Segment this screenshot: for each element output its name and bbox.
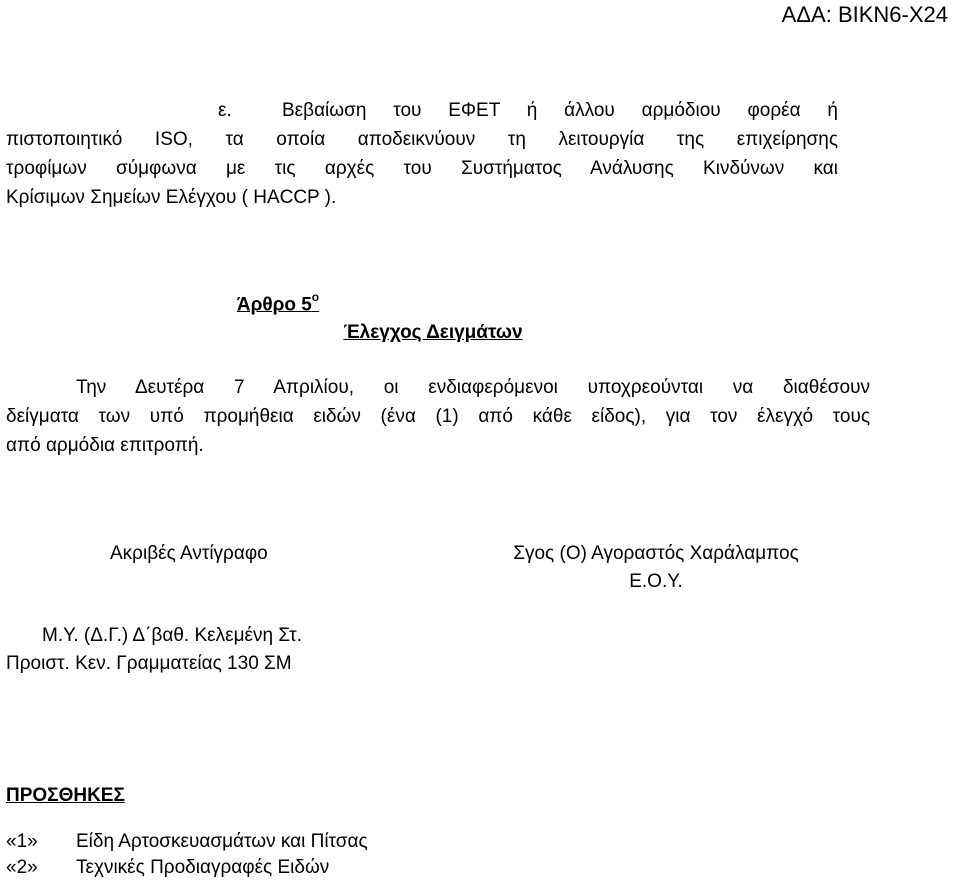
paragraph-e-line: τροφίμων σύμφωνα με τις αρχές του Συστήματος Ανάλυσης Κινδύνων και xyxy=(6,158,838,179)
signatory-name: Σγος (Ο) Αγοραστός Χαράλαμπος xyxy=(513,543,799,564)
paragraph-e-line-text: Βεβαίωση του ΕΦΕΤ ή άλλου αρμόδιου φορέα ή xyxy=(282,100,838,121)
article-subtitle: Έλεγχος Δειγμάτων xyxy=(343,322,523,343)
appendix-number: «1» xyxy=(6,831,38,852)
appendix-text: Είδη Αρτοσκευασμάτων και Πίτσας xyxy=(76,831,368,852)
appendix-text: Τεχνικές Προδιαγραφές Ειδών xyxy=(76,857,330,878)
signatory-unit: Ε.Ο.Υ. xyxy=(629,571,683,592)
article-body xyxy=(6,373,870,460)
official-role: Προιστ. Κεν. Γραμματείας 130 ΣΜ xyxy=(6,653,292,674)
article-body-line: Την Δευτέρα 7 Απριλίου, οι ενδιαφερόμενοι υποχρεούνται να διαθέσουν xyxy=(76,377,870,398)
appendices-title: ΠΡΟΣΘΗΚΕΣ xyxy=(6,785,125,806)
appendix-item xyxy=(6,857,329,879)
appendix-item xyxy=(6,831,368,853)
appendix-number: «2» xyxy=(6,857,38,878)
article-body-line: από αρμόδια επιτροπή. xyxy=(6,435,204,456)
paragraph-marker: ε. xyxy=(218,100,232,121)
paragraph-e xyxy=(6,96,838,212)
paragraph-e-line: Κρίσιμων Σημείων Ελέγχου ( HACCP ). xyxy=(6,187,337,208)
paragraph-e-line: πιστοποιητικό ISO, τα οποία αποδεικνύουν τη λειτουργία της επιχείρησης xyxy=(6,129,838,150)
article-title-sup: ο xyxy=(311,290,320,304)
article-body-line: δείγματα των υπό προμήθεια ειδών (ένα (1) από κάθε είδος), για τον έλεγχό τους xyxy=(6,406,870,427)
article-title-text: Άρθρο 5 xyxy=(236,294,312,316)
article-title xyxy=(0,292,556,316)
certified-copy-label: Ακριβές Αντίγραφο xyxy=(110,543,268,564)
official-name: Μ.Υ. (Δ.Γ.) Δ΄βαθ. Κελεμένη Στ. xyxy=(42,625,302,646)
ada-code: ΑΔΑ: ΒΙΚΝ6-Χ24 xyxy=(781,2,948,27)
paragraph-e-line xyxy=(6,96,838,125)
